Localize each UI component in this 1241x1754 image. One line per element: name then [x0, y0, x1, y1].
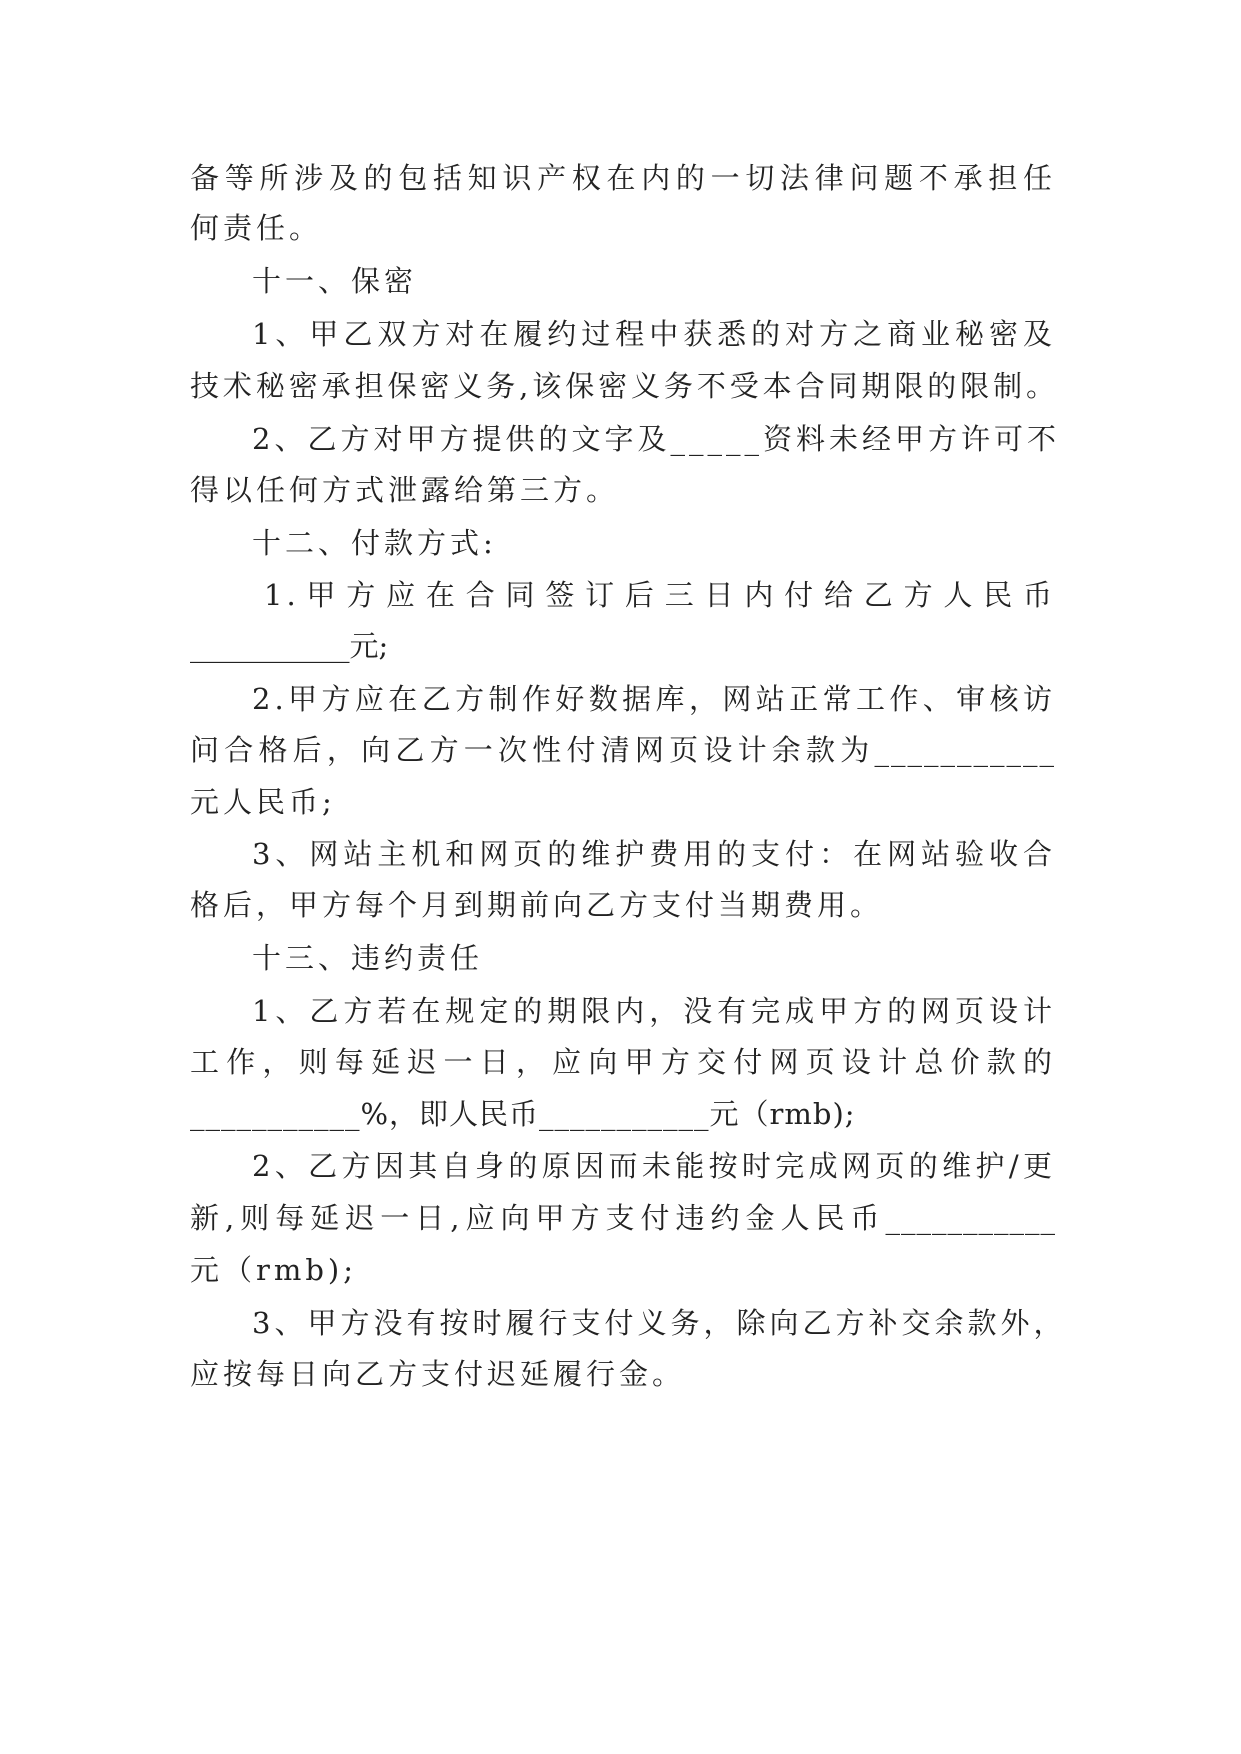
text-line: 3、网站主机和网页的维护费用的支付：在网站验收合 — [252, 837, 1056, 871]
section-heading-liability: 十三、违约责任 — [252, 941, 484, 975]
text-line: 何责任。 — [190, 211, 323, 245]
text-line: 2.甲方应在乙方制作好数据库，网站正常工作、审核访 — [252, 682, 1056, 716]
text-line: 问合格后，向乙方一次性付清网页设计余款为___________ — [190, 733, 1056, 767]
text-line: 应按每日向乙方支付迟延履行金。 — [190, 1357, 686, 1391]
text-line: 得以任何方式泄露给第三方。 — [190, 473, 620, 507]
section-heading-payment: 十二、付款方式: — [252, 526, 497, 560]
text-line: 1.甲方应在合同签订后三日内付给乙方人民币 — [264, 578, 1056, 612]
section-heading-confidentiality: 十一、保密 — [252, 264, 418, 298]
text-line: 3、甲方没有按时履行支付义务，除向乙方补交余款外， — [252, 1306, 1067, 1340]
text-line: 技术秘密承担保密义务,该保密义务不受本合同期限的限制。 — [190, 369, 1056, 403]
text-line: 2、乙方对甲方提供的文字及_____资料未经甲方许可不 — [252, 422, 1060, 456]
text-line: 新,则每延迟一日,应向甲方支付违约金人民币___________ — [190, 1201, 1056, 1235]
text-line: 工作，则每延迟一日，应向甲方交付网页设计总价款的 — [190, 1045, 1056, 1079]
text-line: 元人民币; — [190, 785, 336, 819]
text-line: 2、乙方因其自身的原因而未能按时完成网页的维护/更 — [252, 1149, 1056, 1183]
text-line: 1、甲乙双方对在履约过程中获悉的对方之商业秘密及 — [252, 317, 1056, 351]
text-line: 格后，甲方每个月到期前向乙方支付当期费用。 — [190, 888, 884, 922]
text-line: 元（rmb); — [190, 1253, 358, 1287]
text-line: ___________元; — [190, 629, 389, 663]
text-line: ___________%，即人民币___________元（rmb); — [190, 1097, 856, 1131]
text-line: 1、乙方若在规定的期限内，没有完成甲方的网页设计 — [252, 994, 1056, 1028]
text-line: 备等所涉及的包括知识产权在内的一切法律问题不承担任 — [190, 161, 1056, 195]
